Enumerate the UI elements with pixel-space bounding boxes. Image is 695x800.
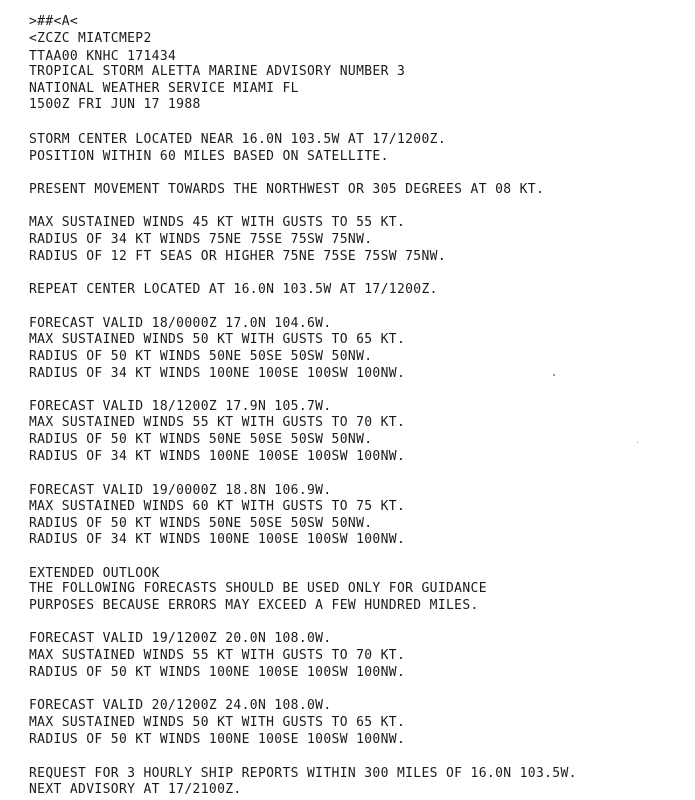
issue-time: 1500Z FRI JUN 17 1988 xyxy=(29,97,201,112)
transmission-code-line: >##<A< xyxy=(29,14,79,29)
radius-34kt-line: RADIUS OF 34 KT WINDS 75NE 75SE 75SW 75NW. xyxy=(29,232,373,247)
forecast-2-winds-line: MAX SUSTAINED WINDS 55 KT WITH GUSTS TO 70 KT. xyxy=(29,415,406,430)
radius-12ft-seas-line: RADIUS OF 12 FT SEAS OR HIGHER 75NE 75SE 75SW 75NW. xyxy=(29,249,447,264)
next-advisory-line: NEXT ADVISORY AT 17/2100Z. xyxy=(29,782,242,797)
advisory-title: TROPICAL STORM ALETTA MARINE ADVISORY NUMBER 3 xyxy=(29,64,406,79)
forecast-3-radius-34kt-line: RADIUS OF 34 KT WINDS 100NE 100SE 100SW 100NW. xyxy=(29,532,406,547)
issuing-office: NATIONAL WEATHER SERVICE MIAMI FL xyxy=(29,81,299,96)
forecast-4-valid-line: FORECAST VALID 19/1200Z 20.0N 108.0W. xyxy=(29,631,332,646)
forecast-1-winds-line: MAX SUSTAINED WINDS 50 KT WITH GUSTS TO 65 KT. xyxy=(29,332,406,347)
forecast-4-winds-line: MAX SUSTAINED WINDS 55 KT WITH GUSTS TO 70 KT. xyxy=(29,648,406,663)
forecast-1-radius-50kt-line: RADIUS OF 50 KT WINDS 50NE 50SE 50SW 50NW. xyxy=(29,349,373,364)
forecast-5-radius-50kt-line: RADIUS OF 50 KT WINDS 100NE 100SE 100SW 100NW. xyxy=(29,732,406,747)
forecast-2-radius-50kt-line: RADIUS OF 50 KT WINDS 50NE 50SE 50SW 50NW. xyxy=(29,432,373,447)
forecast-1-valid-line: FORECAST VALID 18/0000Z 17.0N 104.6W. xyxy=(29,316,332,331)
wmo-header-line: TTAA00 KNHC 171434 xyxy=(29,49,177,64)
zczc-header-line: <ZCZC MIATCMEP2 xyxy=(29,31,152,46)
paper-speck xyxy=(553,374,555,376)
forecast-5-winds-line: MAX SUSTAINED WINDS 50 KT WITH GUSTS TO 65 KT. xyxy=(29,715,406,730)
storm-center-line: STORM CENTER LOCATED NEAR 16.0N 103.5W AT 17/1200Z. xyxy=(29,132,447,147)
forecast-5-valid-line: FORECAST VALID 20/1200Z 24.0N 108.0W. xyxy=(29,698,332,713)
paper-speck xyxy=(637,442,638,443)
forecast-4-radius-50kt-line: RADIUS OF 50 KT WINDS 100NE 100SE 100SW 100NW. xyxy=(29,665,406,680)
forecast-3-valid-line: FORECAST VALID 19/0000Z 18.8N 106.9W. xyxy=(29,483,332,498)
ship-reports-request-line: REQUEST FOR 3 HOURLY SHIP REPORTS WITHIN 300 MILES OF 16.0N 103.5W. xyxy=(29,766,577,781)
max-winds-line: MAX SUSTAINED WINDS 45 KT WITH GUSTS TO 55 KT. xyxy=(29,215,406,230)
repeat-center-line: REPEAT CENTER LOCATED AT 16.0N 103.5W AT 17/1200Z. xyxy=(29,282,438,297)
position-accuracy-line: POSITION WITHIN 60 MILES BASED ON SATELLITE. xyxy=(29,149,389,164)
guidance-disclaimer-line-1: THE FOLLOWING FORECASTS SHOULD BE USED ONLY FOR GUIDANCE xyxy=(29,581,487,596)
forecast-2-radius-34kt-line: RADIUS OF 34 KT WINDS 100NE 100SE 100SW 100NW. xyxy=(29,449,406,464)
present-movement-line: PRESENT MOVEMENT TOWARDS THE NORTHWEST OR 305 DEGREES AT 08 KT. xyxy=(29,182,545,197)
forecast-1-radius-34kt-line: RADIUS OF 34 KT WINDS 100NE 100SE 100SW 100NW. xyxy=(29,366,406,381)
forecast-2-valid-line: FORECAST VALID 18/1200Z 17.9N 105.7W. xyxy=(29,399,332,414)
forecast-3-radius-50kt-line: RADIUS OF 50 KT WINDS 50NE 50SE 50SW 50NW. xyxy=(29,516,373,531)
forecast-3-winds-line: MAX SUSTAINED WINDS 60 KT WITH GUSTS TO 75 KT. xyxy=(29,499,406,514)
extended-outlook-heading: EXTENDED OUTLOOK xyxy=(29,566,160,581)
guidance-disclaimer-line-2: PURPOSES BECAUSE ERRORS MAY EXCEED A FEW HUNDRED MILES. xyxy=(29,598,479,613)
